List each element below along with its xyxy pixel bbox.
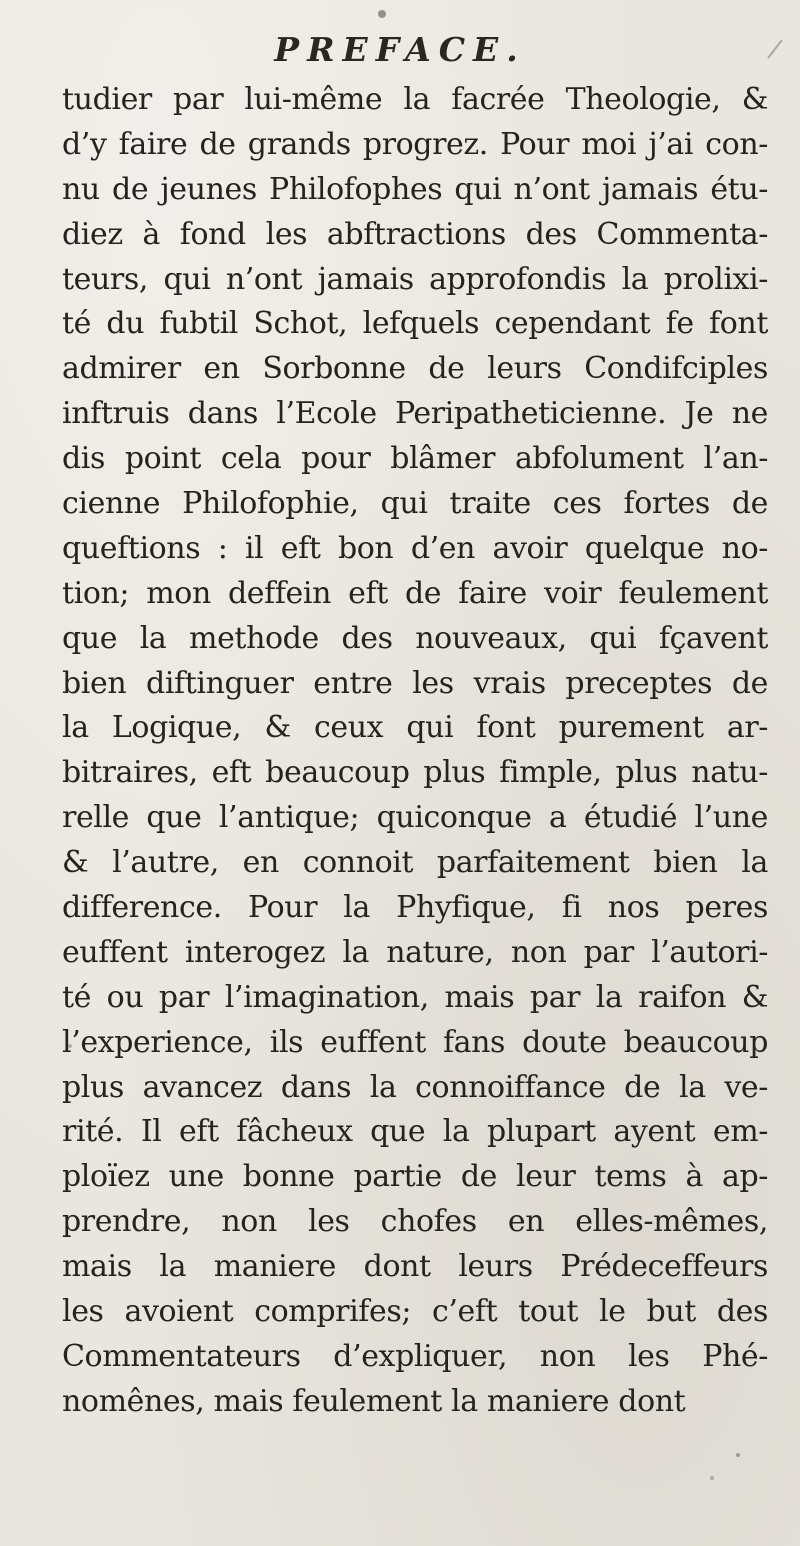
text-line: bitraires, eft beaucoup plus fimple, plus natu- <box>62 755 768 791</box>
text-line: rité. Il eft fâcheux que la plupart ayent em- <box>62 1114 768 1150</box>
text-line: teurs, qui n’ont jamais approfondis la prolixi- <box>62 261 768 297</box>
text-line: admirer en Sorbonne de leurs Condifciples <box>62 351 768 387</box>
text-line: Commentateurs d’expliquer, non les Phé- <box>62 1338 768 1374</box>
text-line: difference. Pour la Phyfique, fi nos peres <box>62 890 768 926</box>
text-line: nu de jeunes Philofophes qui n’ont jamais étu- <box>62 171 768 207</box>
text-line: que la methode des nouveaux, qui fçavent <box>62 620 768 656</box>
running-head: PREFACE. <box>274 30 526 69</box>
text-line: relle que l’antique; quiconque a étudié l’une <box>62 800 768 836</box>
text-line: tudier par lui-même la facrée Theologie, & <box>62 82 768 117</box>
text-line: té ou par l’imagination, mais par la raifon & <box>62 979 768 1015</box>
text-line: la Logique, & ceux qui font purement ar- <box>62 710 768 746</box>
text-line: euffent interogez la nature, non par l’autori- <box>62 934 768 970</box>
text-line: ploïez une bonne partie de leur tems à ap- <box>62 1159 768 1195</box>
text-line: diez à fond les abftractions des Commenta- <box>62 216 768 252</box>
text-line: l’experience, ils euffent fans doute beaucoup <box>62 1024 768 1060</box>
text-line: tion; mon deffein eft de faire voir feulement <box>62 575 768 611</box>
text-line: & l’autre, en connoit parfaitement bien la <box>62 845 768 881</box>
text-line: inftruis dans l’Ecole Peripatheticienne. Je ne <box>62 396 768 432</box>
body-text <box>62 78 768 1425</box>
text-line: cienne Philofophie, qui traite ces fortes de <box>62 486 768 522</box>
text-line: té du fubtil Schot, lefquels cependant fe font <box>62 306 768 342</box>
text-line: plus avancez dans la connoiffance de la ve- <box>62 1069 768 1105</box>
text-line: les avoient comprifes; c’eft tout le but des <box>62 1294 768 1330</box>
text-line: nomênes, mais feulement la maniere dont <box>62 1383 686 1419</box>
text-line: dis point cela pour blâmer abfolument l’an- <box>62 441 768 477</box>
text-line: bien diftinguer entre les vrais preceptes de <box>62 665 768 701</box>
text-line: prendre, non les chofes en elles-mêmes, <box>62 1204 768 1240</box>
text-line: queftions : il eft bon d’en avoir quelque no- <box>62 530 768 566</box>
text-line: d’y faire de grands progrez. Pour moi j’ai con- <box>62 126 768 162</box>
text-line: mais la maniere dont leurs Prédeceffeurs <box>62 1249 768 1285</box>
